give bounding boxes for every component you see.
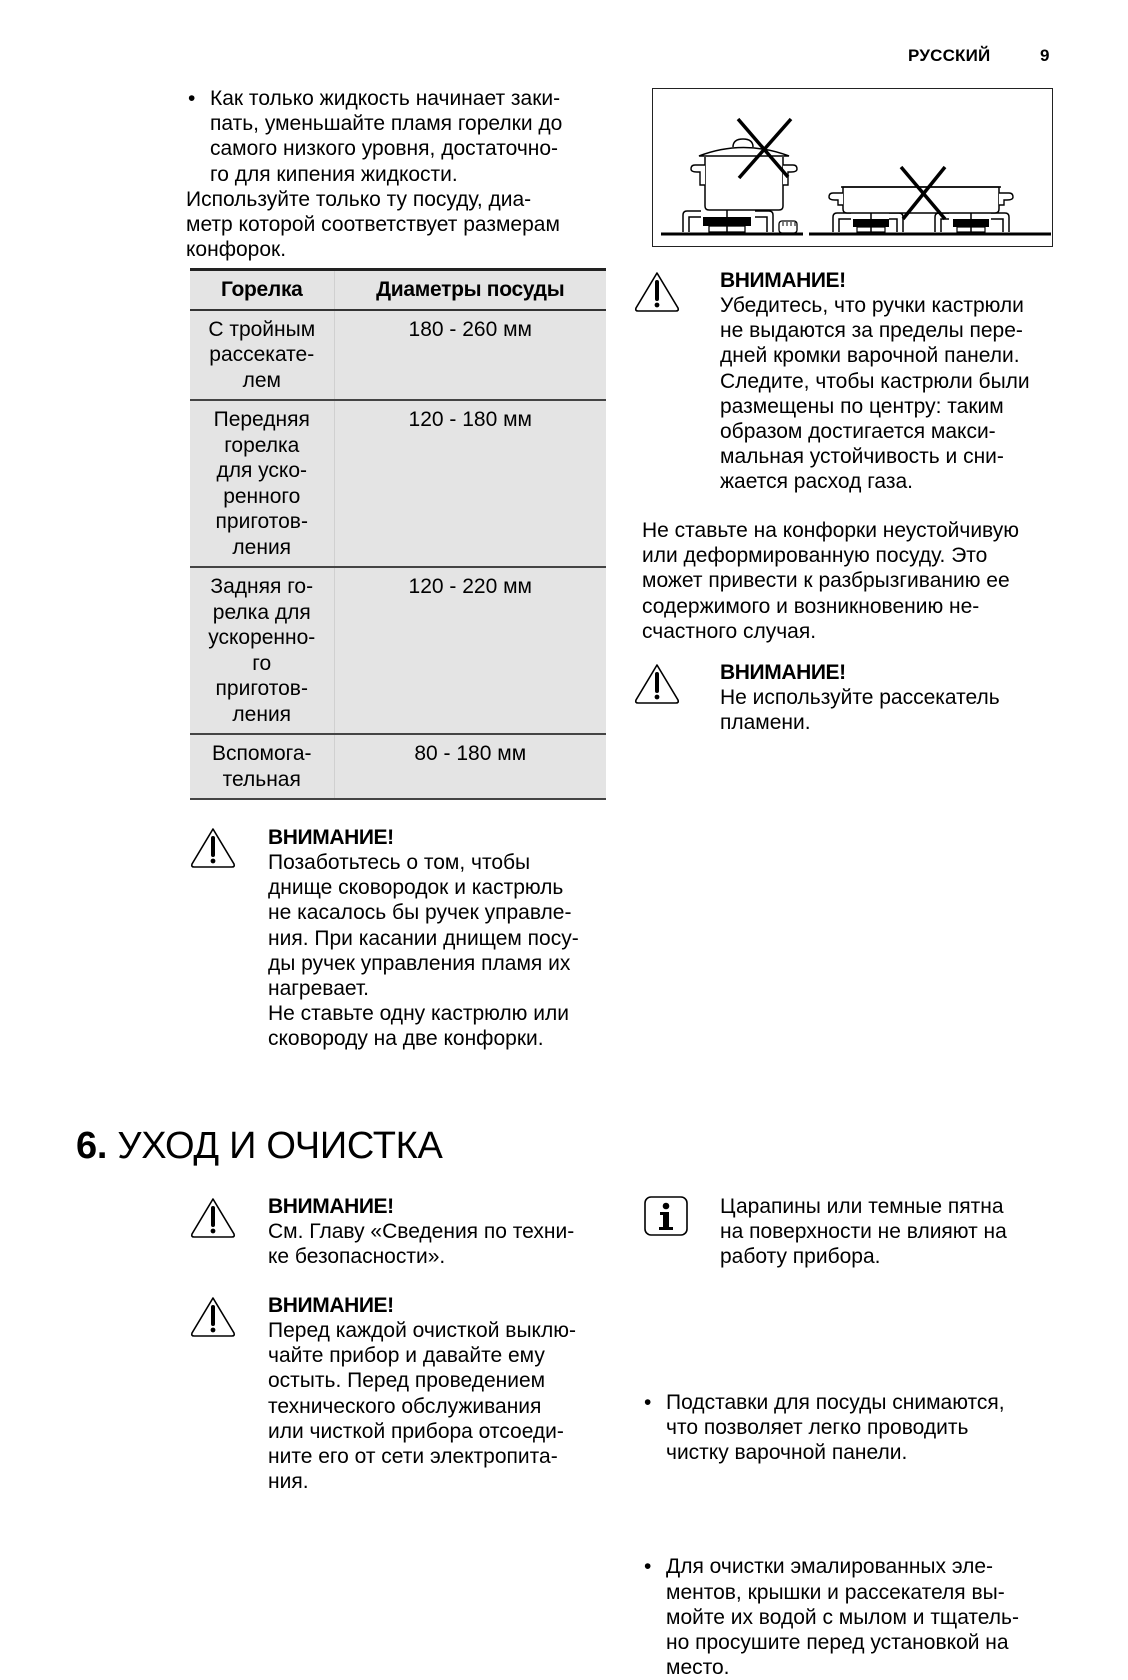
text-line: остыть. Перед проведением — [268, 1369, 546, 1393]
cell-line: Задняя го- — [210, 575, 314, 598]
cell-line: ления — [232, 535, 292, 559]
warning-title: ВНИМАНИЕ! — [268, 1195, 394, 1218]
text-line: пать, уменьшайте пламя горелки до — [210, 112, 563, 136]
page-number: 9 — [1040, 46, 1050, 65]
text-line: Используйте только ту посуду, диа- — [186, 188, 532, 211]
text-line: конфорок. — [186, 238, 287, 262]
cell-line: ления — [232, 702, 292, 726]
text-line: мойте их водой с мылом и тщатель- — [666, 1605, 1019, 1629]
text-line: Следите, чтобы кастрюли были — [720, 369, 1030, 393]
bullet-dot: • — [188, 87, 196, 110]
text-line: размещены по центру: таким — [720, 394, 1004, 418]
warning-pot-handles — [720, 268, 1030, 495]
cell-line: для уско- — [216, 459, 308, 482]
warning-flame-spreader — [720, 660, 1000, 735]
diameter-cell: 180 - 260 мм — [408, 317, 532, 341]
text-line: ните его от сети электропита- — [268, 1445, 558, 1469]
text-line: нагревает. — [268, 977, 370, 1001]
column-header-burner: Горелка — [190, 270, 334, 310]
text-line: ния. — [268, 1470, 309, 1494]
text-line: или чисткой прибора отсоеди- — [268, 1419, 564, 1443]
burner-cell — [190, 310, 334, 401]
text-line: ментов, крышки и рассекателя вы- — [666, 1580, 1005, 1604]
section-number: 6. — [76, 1125, 108, 1167]
cell-line: Вспомога- — [211, 742, 312, 765]
warning-triangle-icon — [632, 270, 682, 319]
cooktop-left — [661, 209, 803, 234]
column-header-diameter: Диаметры посуды — [376, 278, 565, 301]
warning-title: ВНИМАНИЕ! — [268, 1294, 394, 1317]
table-header-row — [190, 270, 606, 310]
text-line: может привести к разбрызгиванию ее — [642, 569, 1010, 593]
text-line: Для очистки эмалированных эле- — [666, 1555, 994, 1579]
text-line: Убедитесь, что ручки кастрюли — [720, 294, 1024, 317]
cell-line: горелка — [224, 433, 300, 457]
bullet-pan-supports — [642, 1390, 1128, 1466]
diameter-cell: 120 - 180 мм — [408, 408, 532, 431]
text-line: ды ручек управления пламя их — [268, 951, 571, 975]
text-line: жается расход газа. — [720, 470, 914, 494]
warning-safety-reference — [268, 1194, 574, 1269]
text-line: но просушите перед установкой на — [666, 1631, 1009, 1655]
burner-cell — [190, 567, 334, 734]
warning-title: ВНИМАНИЕ! — [268, 826, 394, 849]
text-line: самого низкого уровня, достаточно- — [210, 137, 559, 161]
text-line: на поверхности не влияют на — [720, 1220, 1007, 1244]
warning-title: ВНИМАНИЕ! — [720, 269, 846, 292]
text-line: пламени. — [720, 711, 811, 735]
text-line: Царапины или темные пятна — [720, 1195, 1004, 1218]
burner-diameter-table — [190, 268, 606, 800]
burner-cell — [190, 734, 334, 799]
warning-triangle-icon — [188, 826, 238, 875]
cell-line: тельная — [222, 767, 301, 791]
text-line: ния. При касании днищем посу- — [268, 926, 579, 950]
diameter-cell: 120 - 220 мм — [408, 575, 532, 598]
burner-cell — [190, 400, 334, 567]
info-scratches — [720, 1194, 1007, 1270]
text-line: чистку варочной панели. — [666, 1441, 908, 1465]
warning-triangle-icon — [188, 1295, 238, 1344]
text-line: Не используйте рассекатель — [720, 686, 1000, 709]
paragraph-cookware-size — [186, 187, 560, 263]
text-line: днище сковородок и кастрюль — [268, 876, 564, 900]
table-row — [190, 734, 606, 799]
cell-line: С тройным — [208, 317, 316, 341]
text-line: Подставки для посуды снимаются, — [666, 1390, 1005, 1414]
bullet-enamel-cleaning — [642, 1554, 1128, 1680]
cell-line: релка для — [212, 600, 311, 624]
cookware-placement-figure — [652, 88, 1053, 247]
cell-line: ренного — [223, 484, 301, 508]
bullet-dot: • — [644, 1555, 652, 1579]
text-line: место. — [666, 1656, 730, 1680]
cell-line: Передняя — [213, 408, 310, 431]
text-line: Как только жидкость начинает заки- — [210, 87, 561, 110]
cell-line: лем — [242, 368, 281, 392]
warning-title: ВНИМАНИЕ! — [720, 661, 846, 684]
text-line: дней кромки варочной панели. — [720, 344, 1020, 368]
text-line: мальная устойчивость и сни- — [720, 445, 1004, 469]
bullet-dot: • — [644, 1390, 652, 1414]
text-line: содержимого и возникновению не- — [642, 594, 980, 618]
text-line: Позаботьтесь о том, чтобы — [268, 851, 531, 874]
text-line: не касалось бы ручек управле- — [268, 901, 572, 925]
control-knob-icon — [779, 221, 797, 233]
section-title-text: УХОД И ОЧИСТКА — [117, 1125, 443, 1167]
cell-line: го — [252, 651, 272, 675]
text-line: го для кипения жидкости. — [210, 162, 458, 186]
diameter-cell: 80 - 180 мм — [414, 742, 527, 765]
cooktop-right — [809, 211, 1051, 234]
cell-line: ускоренно- — [208, 626, 316, 649]
text-line: чайте прибор и давайте ему — [268, 1344, 545, 1368]
text-line: технического обслуживания — [268, 1394, 542, 1418]
text-line: не выдаются за пределы пере- — [720, 319, 1023, 343]
warning-burner-controls — [268, 825, 579, 1052]
text-line: Не ставьте на конфорки неустойчивую — [642, 519, 1020, 542]
text-line: образом достигается макси- — [720, 420, 996, 444]
section-title — [76, 1124, 443, 1168]
table-row — [190, 400, 606, 567]
text-line: что позволяет легко проводить — [666, 1416, 969, 1440]
paragraph-unstable-cookware — [642, 518, 1019, 644]
text-line: работу прибора. — [720, 1245, 881, 1269]
text-line: ке безопасности». — [268, 1245, 446, 1269]
text-line: Перед каждой очисткой выклю- — [268, 1319, 576, 1342]
header-language: РУССКИЙ — [908, 46, 991, 65]
cell-line: приготов- — [215, 677, 308, 700]
text-line: метр которой соответствует размерам — [186, 213, 560, 237]
cell-line: приготов- — [215, 510, 308, 533]
warning-triangle-icon — [188, 1196, 238, 1245]
text-line: счастного случая. — [642, 619, 817, 643]
table-row — [190, 310, 606, 401]
info-icon — [644, 1196, 688, 1241]
cell-line: рассекате- — [209, 343, 315, 366]
warning-disconnect-power — [268, 1293, 576, 1494]
text-line: сковороду на две конфорки. — [268, 1027, 544, 1051]
text-line: Не ставьте одну кастрюлю или — [268, 1002, 569, 1026]
table-row — [190, 567, 606, 734]
text-line: или деформированную посуду. Это — [642, 544, 988, 568]
warning-triangle-icon — [632, 662, 682, 711]
text-line: См. Главу «Сведения по техни- — [268, 1220, 575, 1243]
